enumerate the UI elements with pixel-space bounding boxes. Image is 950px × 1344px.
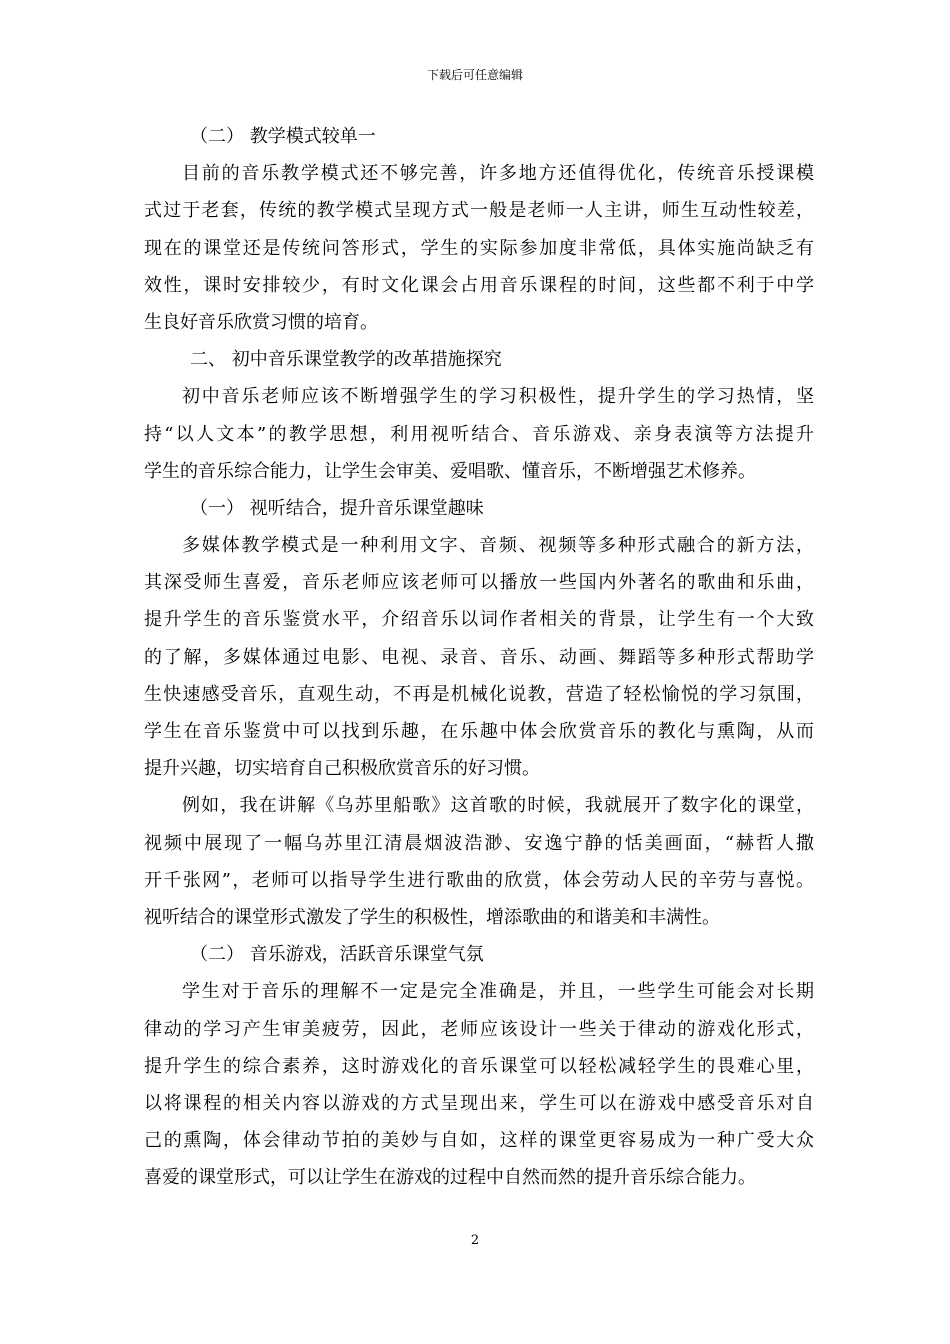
- section-heading: 二、 初中音乐课堂教学的改革措施探究: [190, 349, 502, 371]
- paragraph-line: 学生对于音乐的理解不一定是完全准确是，并且，一些学生可能会对长期: [182, 981, 814, 1003]
- paragraph-line: 律动的学习产生审美疲劳，因此，老师应该设计一些关于律动的游戏化形式，: [144, 1018, 814, 1040]
- paragraph-line: 目前的音乐教学模式还不够完善，许多地方还值得优化，传统音乐授课模: [182, 163, 814, 185]
- paragraph-line: 提升学生的音乐鉴赏水平，介绍音乐以词作者相关的背景，让学生有一个大致: [144, 609, 814, 631]
- paragraph-line: 己的熏陶，体会律动节拍的美妙与自如，这样的课堂更容易成为一种广受大众: [144, 1130, 814, 1152]
- paragraph: [144, 787, 814, 936]
- paragraph-line: 提升兴趣，切实培育自己积极欣赏音乐的好习惯。: [144, 758, 540, 780]
- paragraph-line: 视听结合的课堂形式激发了学生的积极性，增添歌曲的和谐美和丰满性。: [144, 906, 720, 928]
- paragraph-line: 学生的音乐综合能力，让学生会审美、爱唱歌、懂音乐，不断增强艺术修养。: [144, 460, 756, 482]
- paragraph-line: 以将课程的相关内容以游戏的方式呈现出来，学生可以在游戏中感受音乐对自: [144, 1092, 814, 1114]
- section-heading: （一） 视听结合，提升音乐课堂趣味: [190, 497, 484, 519]
- paragraph-line: 视频中展现了一幅乌苏里江清晨烟波浩渺、安逸宁静的恬美画面，“赫哲人撒: [144, 832, 814, 854]
- document-body: [144, 118, 814, 1196]
- paragraph-line: 提升学生的综合素养，这时游戏化的音乐课堂可以轻松减轻学生的畏难心里，: [144, 1055, 814, 1077]
- paragraph-line: 现在的课堂还是传统问答形式，学生的实际参加度非常低，具体实施尚缺乏有: [144, 237, 814, 259]
- paragraph-line: 持“以人文本”的教学思想，利用视听结合、音乐游戏、亲身表演等方法提升: [144, 423, 814, 445]
- paragraph: [144, 973, 814, 1196]
- paragraph-line: 生良好音乐欣赏习惯的培育。: [144, 311, 378, 333]
- paragraph-line: 开千张网”，老师可以指导学生进行歌曲的欣赏，体会劳动人民的辛劳与喜悦。: [144, 869, 814, 891]
- paragraph-line: 学生在音乐鉴赏中可以找到乐趣，在乐趣中体会欣赏音乐的教化与熏陶，从而: [144, 721, 814, 742]
- paragraph-line: 的了解，多媒体通过电影、电视、录音、音乐、动画、舞蹈等多种形式帮助学: [144, 646, 814, 668]
- paragraph-line: 初中音乐老师应该不断增强学生的学习积极性，提升学生的学习热情，坚: [182, 386, 814, 408]
- paragraph-line: 式过于老套，传统的教学模式呈现方式一般是老师一人主讲，师生互动性较差，: [144, 200, 814, 222]
- page-header: 下载后可任意编辑: [426, 68, 523, 82]
- paragraph-line: 例如，我在讲解《乌苏里船歌》这首歌的时候，我就展开了数字化的课堂，: [182, 795, 814, 817]
- paragraph-line: 喜爱的课堂形式，可以让学生在游戏的过程中自然而然的提升音乐综合能力。: [144, 1167, 756, 1189]
- paragraph-line: 效性，课时安排较少，有时文化课会占用音乐课程的时间，这些都不利于中学: [144, 274, 814, 296]
- paragraph: [144, 378, 814, 490]
- paragraph-line: 其深受师生喜爱，音乐老师应该老师可以播放一些国内外著名的歌曲和乐曲，: [144, 572, 814, 594]
- paragraph: [144, 155, 814, 341]
- section-heading: （二） 教学模式较单一: [190, 126, 376, 147]
- paragraph: [144, 527, 814, 787]
- page-number: 2: [470, 1233, 480, 1248]
- paragraph-line: 多媒体教学模式是一种利用文字、音频、视频等多种形式融合的新方法，: [182, 535, 814, 557]
- paragraph-line: 生快速感受音乐，直观生动，不再是机械化说教，营造了轻松愉悦的学习氛围，: [144, 683, 814, 705]
- section-heading: （二） 音乐游戏，活跃音乐课堂气氛: [190, 944, 484, 966]
